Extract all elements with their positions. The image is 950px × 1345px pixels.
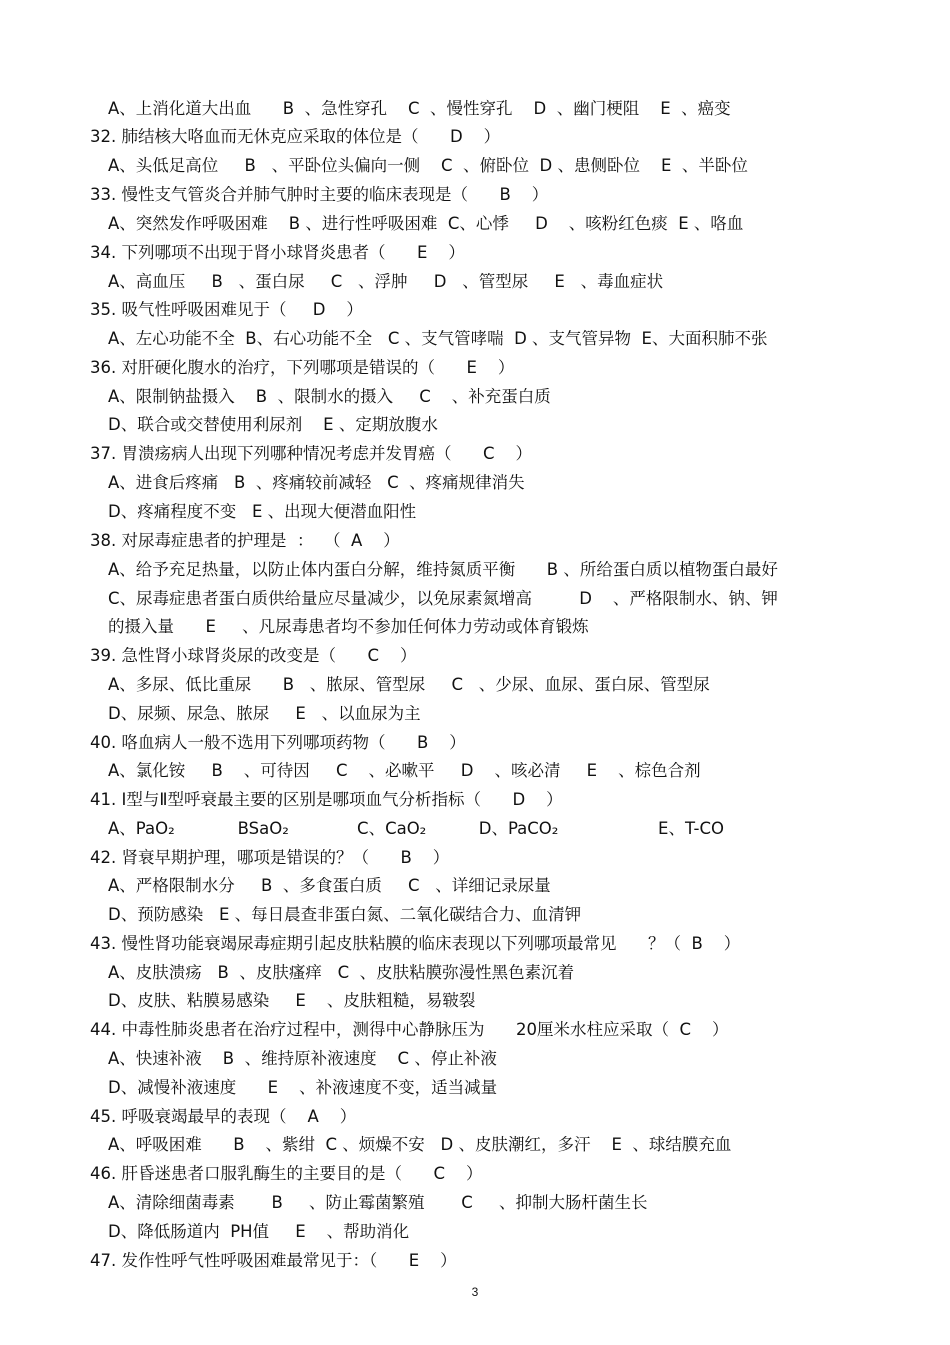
option-line: D、疼痛程度不变 E 、出现大便潜血阳性 bbox=[108, 502, 417, 521]
option-line: A、限制钠盐摄入 B 、限制水的摄入 C 、补充蛋白质 bbox=[108, 387, 551, 406]
question-line: 44. 中毒性肺炎患者在治疗过程中，测得中心静脉压为 20厘米水柱应采取（ C ） bbox=[90, 1020, 729, 1039]
option-line: A、严格限制水分 B 、多食蛋白质 C 、详细记录尿量 bbox=[108, 876, 551, 895]
option-line: A、多尿、低比重尿 B 、脓尿、管型尿 C 、少尿、血尿、蛋白尿、管型尿 bbox=[108, 675, 710, 694]
option-line: A、头低足高位 B 、平卧位头偏向一侧 C 、俯卧位 D 、患侧卧位 E 、半卧位 bbox=[108, 156, 748, 175]
question-line: 41. Ⅰ型与Ⅱ型呼衰最主要的区别是哪项血气分析指标（ D ） bbox=[90, 790, 563, 809]
question-line: 33. 慢性支气管炎合并肺气肿时主要的临床表现是（ B ） bbox=[90, 185, 549, 204]
option-line: A、快速补液 B 、维持原补液速度 C 、停止补液 bbox=[108, 1049, 497, 1068]
option-line: A、给予充足热量，以防止体内蛋白分解，维持氮质平衡 B 、所给蛋白质以植物蛋白最好 bbox=[108, 560, 778, 579]
option-line: 的摄入量 E 、凡尿毒患者均不参加任何体力劳动或体育锻炼 bbox=[108, 617, 589, 636]
option-line: A、进食后疼痛 B 、疼痛较前减轻 C 、疼痛规律消失 bbox=[108, 473, 525, 492]
question-line: 36. 对肝硬化腹水的治疗，下列哪项是错误的（ E ） bbox=[90, 358, 515, 377]
question-line: 32. 肺结核大咯血而无休克应采取的体位是（ D ） bbox=[90, 127, 501, 146]
question-line: 34. 下列哪项不出现于肾小球肾炎患者（ E ） bbox=[90, 243, 465, 262]
option-line: D、预防感染 E 、每日晨查非蛋白氮、二氧化碳结合力、血清钾 bbox=[108, 905, 582, 924]
question-line: 47. 发作性呼气性呼吸困难最常见于：（ E ） bbox=[90, 1251, 457, 1270]
option-line: C、尿毒症患者蛋白质供给量应尽量减少，以免尿素氮增高 D 、严格限制水、钠、钾 bbox=[108, 589, 778, 608]
question-line: 42. 肾衰早期护理，哪项是错误的？（ B ） bbox=[90, 848, 450, 867]
option-line: D、联合或交替使用利尿剂 E 、定期放腹水 bbox=[108, 415, 438, 434]
option-line: A、呼吸困难 B 、紫绀 C 、烦燥不安 D 、皮肤潮红，多汗 E 、球结膜充血 bbox=[108, 1135, 732, 1154]
question-line: 37. 胃溃疡病人出现下列哪种情况考虑并发胃癌（ C ） bbox=[90, 444, 532, 463]
option-line: A、氯化铵 B 、可待因 C 、必嗽平 D 、咳必清 E 、棕色合剂 bbox=[108, 761, 701, 780]
option-line: D、尿频、尿急、脓尿 E 、以血尿为主 bbox=[108, 704, 421, 723]
option-line: A、左心功能不全 B、右心功能不全 C 、支气管哮喘 D 、支气管异物 E、大面积肺不张 bbox=[108, 329, 768, 348]
option-line: A、皮肤溃疡 B 、皮肤瘙痒 C 、皮肤粘膜弥漫性黑色素沉着 bbox=[108, 963, 575, 982]
option-line: A、突然发作呼吸困难 B 、进行性呼吸困难 C、心悸 D 、咳粉红色痰 E 、咯血 bbox=[108, 214, 744, 233]
option-line: A、清除细菌毒素 B 、防止霉菌繁殖 C 、抑制大肠杆菌生长 bbox=[108, 1193, 648, 1212]
question-line: 35. 吸气性呼吸困难见于（ D ） bbox=[90, 300, 363, 319]
option-line: D、降低肠道内 PH值 E 、帮助消化 bbox=[108, 1222, 410, 1241]
question-line: 39. 急性肾小球肾炎尿的改变是（ C ） bbox=[90, 646, 417, 665]
option-line: D、减慢补液速度 E 、补液速度不变，适当减量 bbox=[108, 1078, 498, 1097]
question-line: 43. 慢性肾功能衰竭尿毒症期引起皮肤粘膜的临床表现以下列哪项最常见 ？（ B ） bbox=[90, 934, 741, 953]
option-line: A、PaO₂ BSaO₂ C、CaO₂ D、PaCO₂ E、T-CO bbox=[108, 819, 725, 838]
page-number: 3 bbox=[471, 1285, 479, 1299]
option-line: A、上消化道大出血 B 、急性穿孔 C 、慢性穿孔 D 、幽门梗阻 E 、癌变 bbox=[108, 99, 731, 118]
option-line: A、高血压 B 、蛋白尿 C 、浮肿 D 、管型尿 E 、毒血症状 bbox=[108, 272, 664, 291]
option-line: D、皮肤、粘膜易感染 E 、皮肤粗糙，易皲裂 bbox=[108, 991, 476, 1010]
question-line: 46. 肝昏迷患者口服乳酶生的主要目的是（ C ） bbox=[90, 1164, 483, 1183]
question-line: 40. 咯血病人一般不选用下列哪项药物（ B ） bbox=[90, 733, 466, 752]
question-line: 38. 对尿毒症患者的护理是 ： （ A ） bbox=[90, 531, 400, 550]
question-line: 45. 呼吸衰竭最早的表现（ A ） bbox=[90, 1107, 357, 1126]
